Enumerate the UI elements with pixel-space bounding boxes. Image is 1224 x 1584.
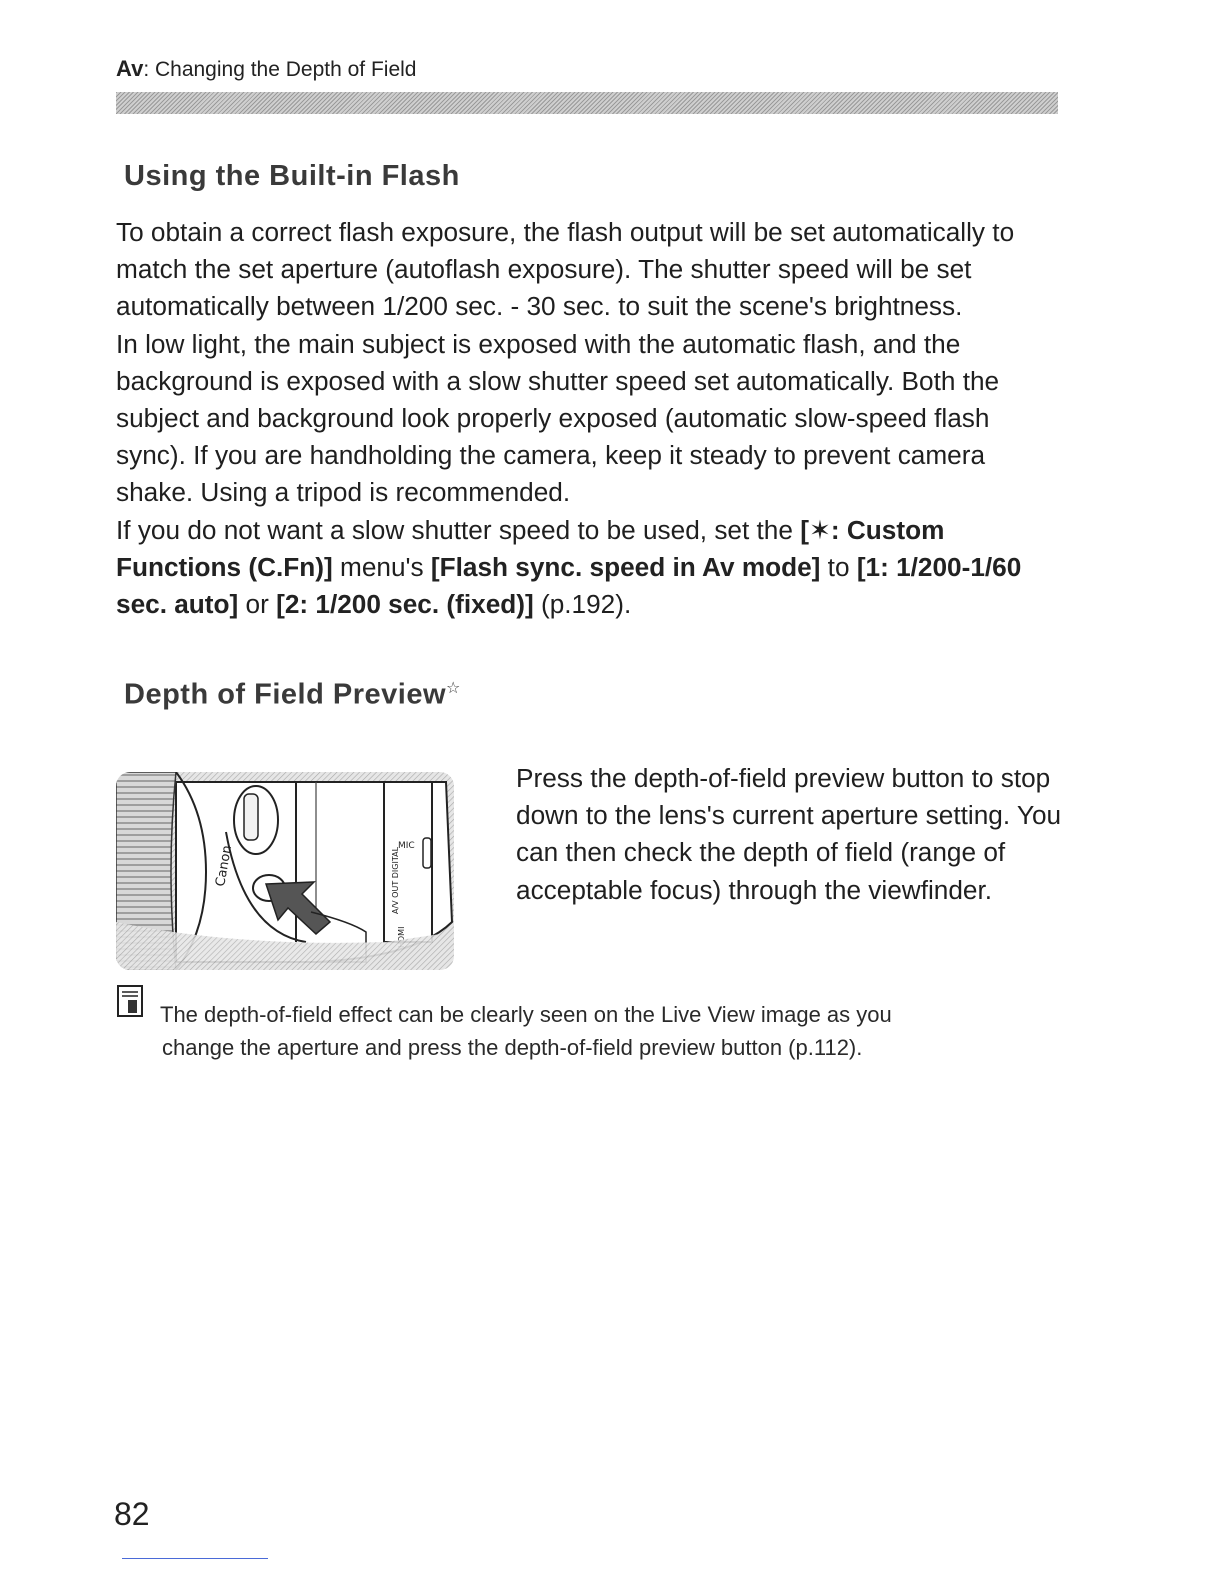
flash-paragraph-1: To obtain a correct flash exposure, the flash output will be set automatically to match the set aperture (autoflash exposure). The shutter speed will be set automatically between 1/200 sec. - 30 sec. to suit the scene's brightness. [116, 217, 1015, 322]
flash-paragraph-3 [116, 512, 1066, 624]
flash-body [116, 214, 1066, 623]
flash-paragraph-2: In low light, the main subject is exposed with the automatic flash, and the background is exposed with a slow shutter speed set automatically. Both the subject and background look properly exposed (automatic slow-speed flash sync). If you are handholding the camera, keep it steady to prevent camera shake. Using a tripod is recommended. [116, 328, 1000, 508]
header-subtitle: : Changing the Depth of Field [143, 58, 417, 81]
note-icon [116, 984, 146, 1020]
p3-text-b: menu's [332, 551, 431, 582]
page-number: 82 [114, 1496, 150, 1532]
star-icon: ☆ [446, 680, 461, 697]
header-bar [116, 92, 1058, 114]
page-header [116, 56, 417, 82]
note-line-1: The depth-of-field effect can be clearly seen on the Live View image as you [160, 1002, 892, 1027]
p3-text-a: If you do not want a slow shutter speed to be used, set the [116, 514, 801, 545]
dof-title-text: Depth of Field Preview [124, 678, 446, 711]
note-text [160, 998, 1060, 1064]
camera-illustration [116, 772, 454, 970]
av-mode-label: Av [116, 56, 144, 81]
footer-line [122, 1558, 268, 1559]
section-title-flash: Using the Built-in Flash [124, 160, 460, 192]
flash-sync-setting: [Flash sync. speed in Av mode] [430, 551, 821, 582]
p3-text-c: to [820, 551, 857, 582]
hdmi-label: HDMI [397, 926, 406, 948]
note-line-2: change the aperture and press the depth-of-field preview button (p.112). [162, 1035, 863, 1060]
brand-label: Canon [213, 844, 236, 888]
p3-text-e: (p.192). [533, 589, 632, 620]
mic-label: MIC [398, 841, 415, 851]
av-out-label: A/V OUT DIGITAL [391, 846, 400, 914]
section-title-dof [124, 678, 461, 712]
dof-description: Press the depth-of-field preview button to stop down to the lens's current aperture setting. You can then check the depth of field (range of acceptable focus) through the viewfinder. [516, 763, 1062, 905]
option-2: [2: 1/200 sec. (fixed)] [276, 589, 534, 620]
custom-functions-menu: [✶: Custom Functions (C.Fn)] [116, 514, 945, 582]
option-1: [1: 1/200-1/60 sec. auto] [116, 551, 1022, 620]
p3-text-d: or [238, 589, 277, 620]
